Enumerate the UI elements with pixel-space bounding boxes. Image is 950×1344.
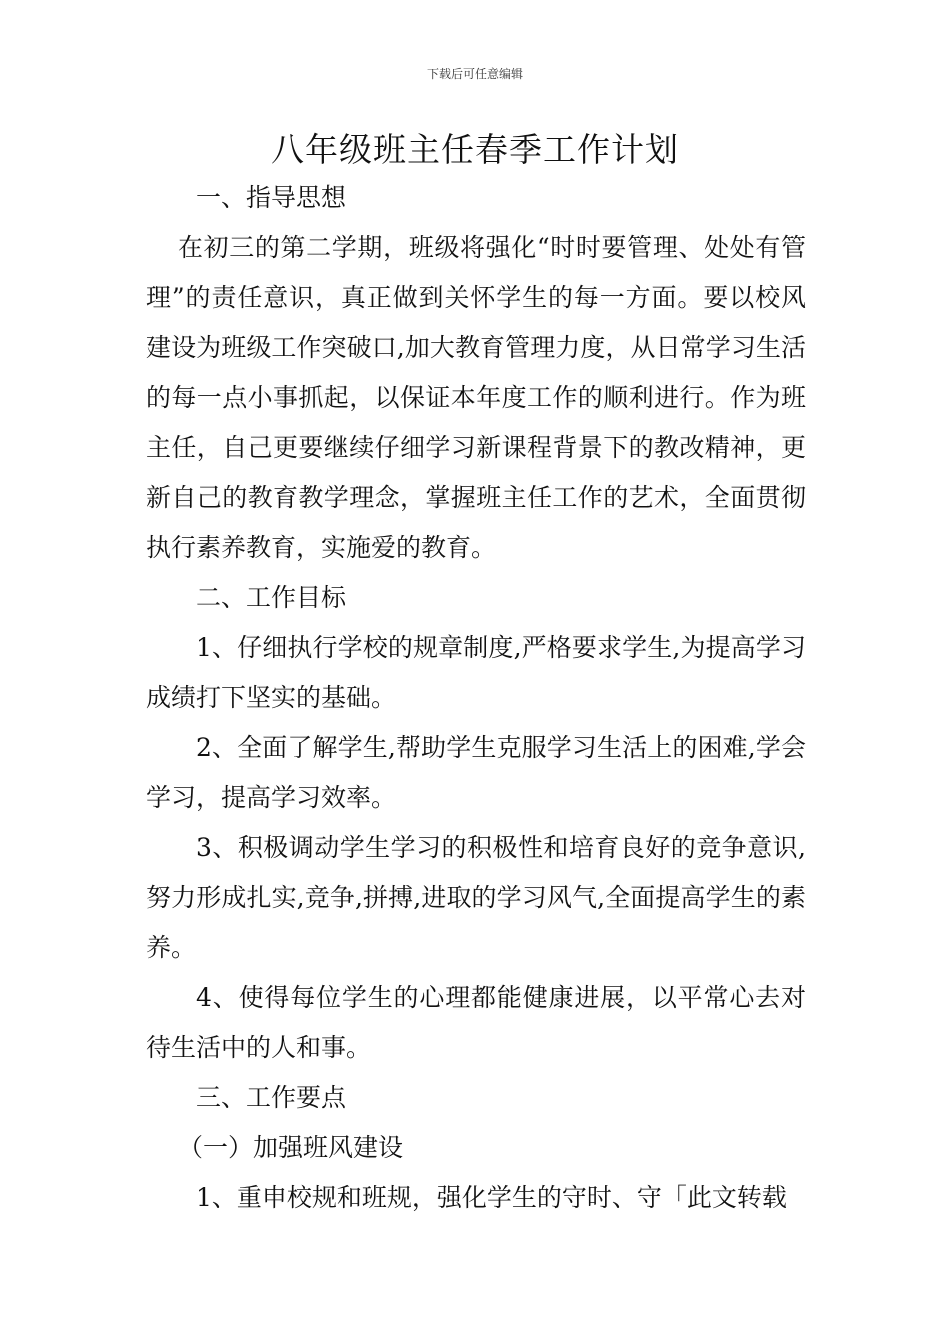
document-body (146, 173, 806, 1223)
goal-item: 3、积极调动学生学习的积极性和培育良好的竞争意识,努力形成扎实,竞争,拼搏,进取的学习风气,全面提高学生的素养。 (146, 833, 806, 962)
goal-item: 1、仔细执行学校的规章制度,严格要求学生,为提高学习成绩打下坚实的基础。 (146, 633, 806, 712)
section-heading-work-goals: 二、工作目标 (196, 583, 347, 612)
subsection-heading-class-culture: （一）加强班风建设 (178, 1133, 404, 1162)
document-title: 八年级班主任春季工作计划 (271, 130, 679, 169)
work-point-item: 1、重申校规和班规，强化学生的守时、守「此文转载 (196, 1183, 787, 1212)
goal-item: 2、全面了解学生,帮助学生克服学习生活上的困难,学会学习，提高学习效率。 (146, 733, 806, 812)
section-heading-work-points: 三、工作要点 (196, 1083, 347, 1112)
section-heading-guiding-ideology: 一、指导思想 (196, 183, 347, 212)
page-header-note: 下载后可任意编辑 (426, 67, 523, 81)
paragraph-guiding-ideology: 在初三的第二学期，班级将强化“时时要管理、处处有管理”的责任意识，真正做到关怀学生的每一方面。要以校风建设为班级工作突破口,加大教育管理力度，从日常学习生活的每一点小事抓起，以保证本年度工作的顺利进行。作为班主任，自己更要继续仔细学习新课程背景下的教改精神，更新自己的教育教学理念，掌握班主任工作的艺术，全面贯彻执行素养教育，实施爱的教育。 (146, 233, 806, 562)
goal-item: 4、使得每位学生的心理都能健康进展，以平常心去对待生活中的人和事。 (146, 983, 806, 1062)
